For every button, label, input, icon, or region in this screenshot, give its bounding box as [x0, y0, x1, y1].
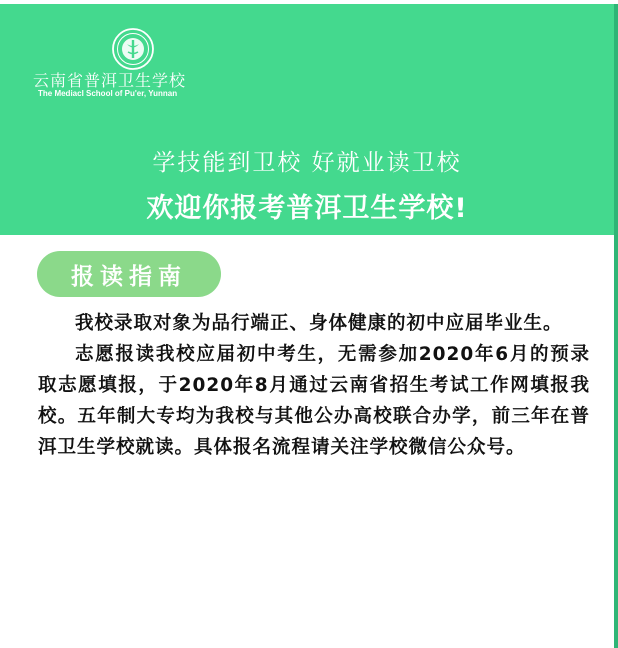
header-banner [0, 4, 614, 235]
right-edge-bar [614, 4, 618, 648]
school-name-cn: 云南省普洱卫生学校 [33, 71, 187, 90]
slogan: 学技能到卫校 好就业读卫校 [152, 150, 462, 176]
school-emblem-icon [112, 28, 154, 70]
paragraph: 我校录取对象为品行端正、身体健康的初中应届毕业生。 [75, 313, 563, 334]
section-title: 报读指南 [71, 263, 187, 290]
welcome-heading: 欢迎你报考普洱卫生学校! [146, 193, 468, 224]
section-title-badge [37, 251, 221, 297]
school-name-en: The Mediacl School of Pu'er, Yunnan [38, 89, 178, 98]
paragraph: 志愿报读我校应届初中考生，无需参加2020年6月的预录取志愿填报，于2020年8月通过云南省招生考试工作网填报我校。五年制大专均为我校与其他公办高校联合办学，前三年在普洱卫生学校就读。具体报名流程请关注学校微信公众号。 [38, 344, 590, 458]
guide-body [38, 308, 590, 463]
